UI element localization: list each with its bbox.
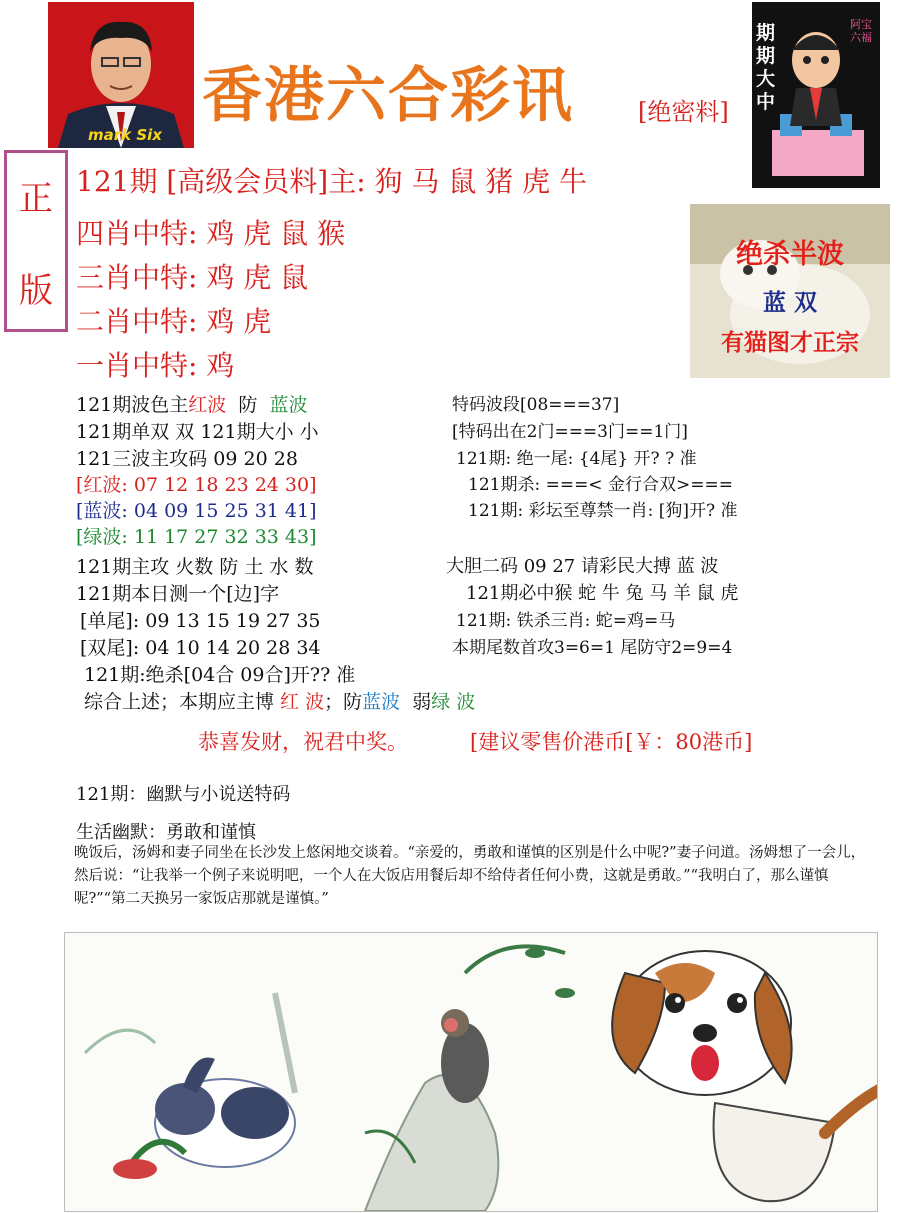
three-zodiac-line: 三肖中特: 鸡 虎 鼠: [76, 261, 309, 294]
odd-even-line: 121期单双 双 121期大小 小: [76, 421, 319, 443]
special-door-line: [特码出在2门===3门==1门]: [452, 422, 688, 442]
double-tail-line: [双尾]: 04 10 14 20 28 34: [80, 637, 321, 659]
cartoon-caption: 期期大中: [756, 22, 776, 113]
wave-line: [76, 390, 307, 417]
edition-badge-bottom: 版: [19, 271, 53, 311]
green-wave-numbers: [绿波: 11 17 27 32 33 43]: [76, 526, 317, 548]
summary-line: [84, 687, 475, 714]
main-attack-line: 121期主攻 火数 防 土 水 数: [76, 556, 314, 578]
kitten-line-2: 蓝 双: [762, 290, 817, 316]
story-heading: 121期：幽默与小说送特码: [76, 784, 291, 805]
kitten-line-3: 有猫图才正宗: [721, 330, 859, 356]
wave-prefix: 121期波色主: [76, 394, 189, 416]
tail-line: 121期: 绝一尾: {4尾} 开? ? 准: [456, 449, 697, 469]
story-subheading: 生活幽默：勇敢和谨慎: [76, 822, 256, 843]
summary-weak: 弱: [400, 691, 432, 713]
main-zodiac-line: 121期 [高级会员料]主: 狗 马 鼠 猪 虎 牛: [76, 165, 588, 198]
daily-guess-line: 121期本日测一个[边]字: [76, 583, 280, 605]
title-tag: [绝密料]: [638, 98, 729, 126]
four-zodiac-line: 四肖中特: 鸡 虎 鼠 猴: [76, 217, 346, 250]
edition-badge-top: 正: [19, 179, 53, 219]
wave-guard-label: 防: [226, 394, 270, 416]
blue-wave-numbers: [蓝波: 04 09 15 25 31 41]: [76, 500, 317, 522]
portrait-photo: [48, 2, 194, 148]
wave-main: 红波: [188, 394, 227, 416]
two-codes-line: 大胆二码 09 27 请彩民大搏 蓝 波: [446, 556, 719, 577]
page-title: 香港六合彩讯: [202, 61, 574, 131]
cartoon-image: [752, 2, 880, 188]
kitten-line-1: 绝杀半波: [736, 239, 844, 270]
special-range-line: 特码波段[08===37]: [452, 395, 620, 415]
kill-element-line: 121期杀: ===< 金行合双>===: [468, 475, 733, 495]
edition-badge: [4, 150, 68, 332]
summary-red: 红 波: [280, 691, 325, 713]
mark-six-logo: mark Six: [88, 126, 162, 144]
cartoon-badge: 阿宝六福: [850, 18, 872, 44]
summary-green: 绿 波: [431, 691, 476, 713]
kill-combo-line: 121期:绝杀[04合 09合]开?? 准: [84, 664, 356, 686]
iron-kill-line: 121期: 铁杀三肖: 蛇=鸡=马: [456, 611, 676, 631]
one-zodiac-line: 一肖中特: 鸡: [76, 349, 235, 382]
single-tail-line: [单尾]: 09 13 15 19 27 35: [80, 610, 321, 632]
story-body: 晚饭后，汤姆和妻子同坐在长沙发上悠闲地交谈着。“亲爱的，勇敢和谨慎的区别是什么中呢?”妻子问道。汤姆想了一会儿，然后说：“让我举一个例子来说明吧，一个人在大饭店用餐后却不给侍者任何小费，这就是勇敢。”“我明白了，那么谨慎呢?”“第二天换另一家饭店那就是谨慎。”: [74, 845, 866, 907]
summary-mid: ；防: [324, 691, 363, 713]
price-text: [建议零售价港币[￥：80港币]: [470, 730, 753, 754]
tail-attack-line: 本期尾数首攻3=6=1 尾防守2=9=4: [452, 638, 733, 658]
congrats-text: 恭喜发财，祝君中奖。: [198, 730, 408, 754]
must-hit-line: 121期必中猴 蛇 牛 兔 马 羊 鼠 虎: [466, 583, 739, 604]
red-wave-numbers: [红波: 07 12 18 23 24 30]: [76, 474, 317, 496]
summary-prefix: 综合上述；本期应主博: [84, 691, 281, 713]
wave-guard: 蓝波: [269, 394, 308, 416]
two-zodiac-line: 二肖中特: 鸡 虎: [76, 305, 272, 338]
animal-illustrations: [65, 933, 877, 1211]
summary-blue: 蓝波: [362, 691, 401, 713]
kitten-box: [690, 204, 890, 378]
animal-gallery: [64, 932, 878, 1212]
three-wave-line: 121三波主攻码 09 20 28: [76, 448, 298, 470]
forbidden-zodiac-line: 121期: 彩坛至尊禁一肖: [狗]开? 准: [468, 501, 738, 521]
